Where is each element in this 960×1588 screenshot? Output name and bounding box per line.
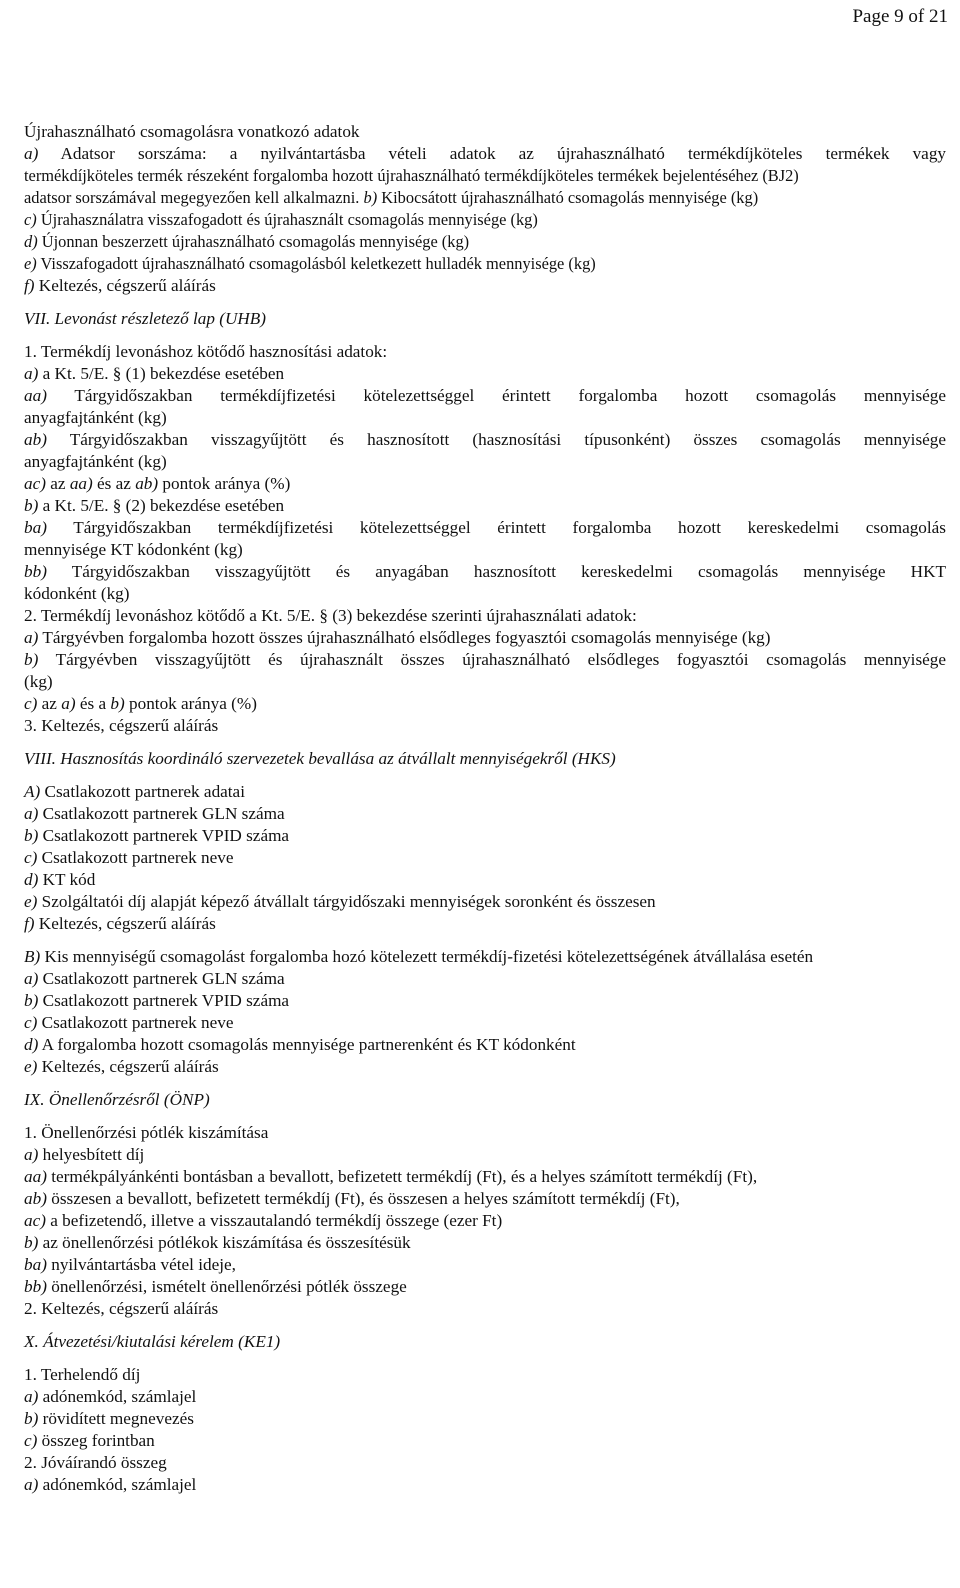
item-text: anyagfajtánként (kg) — [24, 452, 167, 471]
item-text: a befizetendő, illetve a visszautalandó termékdíj összege (ezer Ft) — [45, 1211, 503, 1230]
item-text: A forgalomba hozott csomagolás mennyisége partnerenként és KT kódonként — [38, 1035, 576, 1054]
item-label: ac) — [24, 1211, 46, 1230]
text-line — [24, 1474, 946, 1496]
item-label: c) — [24, 694, 38, 713]
item-label: ac) — [24, 474, 46, 493]
text-line — [24, 1188, 946, 1210]
item-text: Tárgyidőszakban termékdíjfizetési kötelezettséggel érintett forgalomba hozott kereskedelmi csomagolás — [46, 518, 946, 537]
item-text: Újrahasználatra visszafogadott és újrahasznált csomagolás mennyisége (kg) — [36, 210, 538, 229]
item-label: d) — [24, 232, 38, 251]
text-line — [24, 1166, 946, 1188]
item-text: Kibocsátott újrahasználható csomagolás mennyisége (kg) — [377, 188, 759, 207]
item-label: b) — [24, 1409, 39, 1428]
item-label: a) — [24, 804, 39, 823]
item-label: d) — [24, 1035, 39, 1054]
text-line — [24, 1386, 946, 1408]
item-label: e) — [24, 1057, 38, 1076]
item-label: bb) — [24, 562, 47, 581]
item-label: A) — [24, 782, 41, 801]
item-text: Csatlakozott partnerek GLN száma — [38, 804, 285, 823]
text-line — [24, 165, 946, 187]
text-line — [24, 1364, 946, 1386]
spacer — [24, 1353, 946, 1364]
item-text: és a — [75, 694, 111, 713]
spacer — [24, 297, 946, 308]
item-label: ba) — [24, 518, 47, 537]
item-text: Csatlakozott partnerek VPID száma — [38, 826, 290, 845]
section-heading — [24, 1331, 946, 1353]
item-text: adatsor sorszámával megegyezően kell alkalmazni. — [24, 188, 360, 207]
text-line — [24, 693, 946, 715]
text-line — [24, 605, 946, 627]
text-line — [24, 253, 946, 275]
item-label: e) — [24, 892, 38, 911]
item-label: f) — [24, 276, 35, 295]
text-line — [24, 869, 946, 891]
text-line — [24, 187, 946, 209]
item-text: anyagfajtánként (kg) — [24, 408, 167, 427]
item-text: pontok aránya (%) — [124, 694, 257, 713]
item-text: X. Átvezetési/kiutalási kérelem (KE1) — [24, 1332, 281, 1351]
text-line — [24, 1276, 946, 1298]
spacer — [24, 770, 946, 781]
item-text: az önellenőrzési pótlékok kiszámítása és összesítésük — [38, 1233, 411, 1252]
item-text: Tárgyidőszakban visszagyűjtött és anyagában hasznosított kereskedelmi csomagolás mennyisége HKT — [46, 562, 946, 581]
spacer — [24, 1111, 946, 1122]
item-text: Csatlakozott partnerek GLN száma — [38, 969, 285, 988]
item-label: ab) — [24, 1189, 47, 1208]
item-text: Újonnan beszerzett újrahasználható csomagolás mennyisége (kg) — [37, 232, 470, 251]
item-label: f) — [24, 914, 35, 933]
text-line — [24, 429, 946, 451]
text-line — [24, 847, 946, 869]
document-body — [24, 121, 946, 1496]
text-line — [24, 363, 946, 385]
text-line — [24, 1122, 946, 1144]
item-text: Csatlakozott partnerek neve — [37, 848, 234, 867]
spacer — [24, 330, 946, 341]
text-line — [24, 968, 946, 990]
item-text: 3. Keltezés, cégszerű aláírás — [24, 716, 219, 735]
item-text: 2. Termékdíj levonáshoz kötődő a Kt. 5/E. § (3) bekezdése szerinti újrahasználati adatok: — [24, 606, 637, 625]
item-label: aa) — [24, 1167, 47, 1186]
section-heading — [24, 308, 946, 330]
item-label: a) — [24, 969, 39, 988]
text-line — [24, 385, 946, 407]
text-line — [24, 1210, 946, 1232]
item-label: e) — [24, 254, 37, 273]
item-text: Tárgyidőszakban visszagyűjtött és hasznosított (hasznosítási típusonként) összes csomagolás mennyisége — [46, 430, 946, 449]
item-label: a) — [24, 1475, 39, 1494]
text-line — [24, 121, 946, 143]
item-text: 2. Jóváírandó összeg — [24, 1453, 167, 1472]
item-text: helyesbített díj — [38, 1145, 145, 1164]
item-text: termékdíjköteles termék részeként forgalomba hozott újrahasználható termékdíjköteles termékek bejelentéséhez (BJ2) — [24, 166, 799, 185]
text-line — [24, 517, 946, 539]
text-line — [24, 1430, 946, 1452]
text-line — [24, 781, 946, 803]
item-label: b) — [24, 650, 39, 669]
item-text: a Kt. 5/E. § (1) bekezdése esetében — [38, 364, 285, 383]
text-line — [24, 1056, 946, 1078]
text-line — [24, 495, 946, 517]
item-text: adónemkód, számlajel — [38, 1475, 197, 1494]
text-line — [24, 627, 946, 649]
text-line — [24, 891, 946, 913]
item-text: adónemkód, számlajel — [38, 1387, 197, 1406]
text-line — [24, 451, 946, 473]
item-label: B) — [24, 947, 41, 966]
text-line — [24, 671, 946, 693]
text-line — [24, 1232, 946, 1254]
item-text: KT kód — [38, 870, 96, 889]
text-line — [24, 803, 946, 825]
text-line — [24, 561, 946, 583]
text-line — [24, 143, 946, 165]
item-text: a Kt. 5/E. § (2) bekezdése esetében — [38, 496, 285, 515]
item-label: a) — [61, 694, 76, 713]
item-text: az — [45, 474, 70, 493]
item-text: 2. Keltezés, cégszerű aláírás — [24, 1299, 219, 1318]
section-heading — [24, 748, 946, 770]
item-text: 1. Termékdíj levonáshoz kötődő hasznosítási adatok: — [24, 342, 388, 361]
item-text: rövidített megnevezés — [38, 1409, 194, 1428]
spacer — [24, 935, 946, 946]
item-label: aa) — [24, 386, 47, 405]
text-line — [24, 583, 946, 605]
text-line — [24, 209, 946, 231]
item-text: kódonként (kg) — [24, 584, 130, 603]
text-line — [24, 1254, 946, 1276]
section-heading — [24, 1089, 946, 1111]
item-text: összeg forintban — [37, 1431, 155, 1450]
item-label: b) — [24, 496, 39, 515]
item-label: bb) — [24, 1277, 47, 1296]
item-text: Tárgyidőszakban termékdíjfizetési kötelezettséggel érintett forgalomba hozott csomagolás mennyisége — [46, 386, 946, 405]
text-line — [24, 990, 946, 1012]
item-label: ab) — [135, 474, 159, 493]
text-line — [24, 715, 946, 737]
item-label: b) — [24, 991, 39, 1010]
item-text: és az — [92, 474, 136, 493]
spacer — [24, 1320, 946, 1331]
item-text: mennyisége KT kódonként (kg) — [24, 540, 243, 559]
item-text: Szolgáltatói díj alapját képező átvállalt tárgyidőszaki mennyiségek soronként és összesen — [37, 892, 656, 911]
item-text: pontok aránya (%) — [158, 474, 291, 493]
item-text: az — [37, 694, 62, 713]
text-line — [24, 946, 946, 968]
text-line — [24, 649, 946, 671]
item-label: b) — [24, 826, 39, 845]
item-text: önellenőrzési, ismételt önellenőrzési pótlék összege — [46, 1277, 407, 1296]
item-text: Tárgyévben visszagyűjtött és újrahasznált összes újrahasználható elsődleges fogyasztói csomagolás mennyisége — [38, 650, 946, 669]
item-label: c) — [24, 1013, 38, 1032]
item-text: VIII. Hasznosítás koordináló szervezetek bevallása az átvállalt mennyiségekről (HKS) — [24, 749, 616, 768]
text-line — [24, 539, 946, 561]
item-text: Tárgyévben forgalomba hozott összes újrahasználható elsődleges fogyasztói csomagolás mennyisége (kg) — [38, 628, 771, 647]
item-label: b) — [110, 694, 125, 713]
item-label: c) — [24, 1431, 38, 1450]
item-text: IX. Önellenőrzésről (ÖNP) — [24, 1090, 210, 1109]
item-text: Visszafogadott újrahasználható csomagolásból keletkezett hulladék mennyisége (kg) — [36, 254, 596, 273]
item-label: b) — [24, 1233, 39, 1252]
item-label: ab) — [24, 430, 47, 449]
item-label: d) — [24, 870, 39, 889]
text-line — [24, 1408, 946, 1430]
item-text: termékpályánkénti bontásban a bevallott, befizetett termékdíj (Ft), és a helyes számított termékdíj (Ft), — [46, 1167, 758, 1186]
item-text: 1. Önellenőrzési pótlék kiszámítása — [24, 1123, 269, 1142]
text-line — [24, 1452, 946, 1474]
item-text: Keltezés, cégszerű aláírás — [34, 914, 216, 933]
item-label: a) — [24, 1387, 39, 1406]
item-text: VII. Levonást részletező lap (UHB) — [24, 309, 267, 328]
text-line — [24, 407, 946, 429]
spacer — [24, 1078, 946, 1089]
item-label: c) — [24, 848, 38, 867]
text-line — [24, 275, 946, 297]
item-text: Keltezés, cégszerű aláírás — [37, 1057, 219, 1076]
item-label: a) — [24, 1145, 39, 1164]
item-label: c) — [24, 210, 37, 229]
item-text: Kis mennyiségű csomagolást forgalomba hozó kötelezett termékdíj-fizetési kötelezettségének átvállalása esetén — [40, 947, 814, 966]
item-text: Keltezés, cégszerű aláírás — [34, 276, 216, 295]
text-line — [24, 1034, 946, 1056]
item-label: ba) — [24, 1255, 47, 1274]
item-text: Adatsor sorszáma: a nyilvántartásba vételi adatok az újrahasználható termékdíjköteles termékek vagy — [38, 144, 946, 163]
item-label: a) — [24, 144, 39, 163]
item-text: 1. Terhelendő díj — [24, 1365, 141, 1384]
item-text: Csatlakozott partnerek VPID száma — [38, 991, 290, 1010]
item-label: a) — [24, 628, 39, 647]
text-line — [24, 1012, 946, 1034]
text-line — [24, 913, 946, 935]
item-text: összesen a bevallott, befizetett termékdíj (Ft), és összesen a helyes számított termékdíj (Ft), — [46, 1189, 680, 1208]
item-label: b) — [363, 188, 378, 207]
text-line — [24, 341, 946, 363]
item-text: nyilvántartásba vétel ideje, — [46, 1255, 236, 1274]
item-label: a) — [24, 364, 39, 383]
text-line — [24, 825, 946, 847]
item-text: Csatlakozott partnerek neve — [37, 1013, 234, 1032]
spacer — [24, 737, 946, 748]
text-line — [24, 473, 946, 495]
item-text: Csatlakozott partnerek adatai — [40, 782, 245, 801]
page-number: Page 9 of 21 — [852, 6, 948, 27]
item-label: aa) — [69, 474, 93, 493]
item-text: (kg) — [24, 672, 53, 691]
text-line — [24, 1144, 946, 1166]
text-line — [24, 231, 946, 253]
text-line — [24, 1298, 946, 1320]
item-text: Újrahasználható csomagolásra vonatkozó adatok — [24, 122, 360, 141]
